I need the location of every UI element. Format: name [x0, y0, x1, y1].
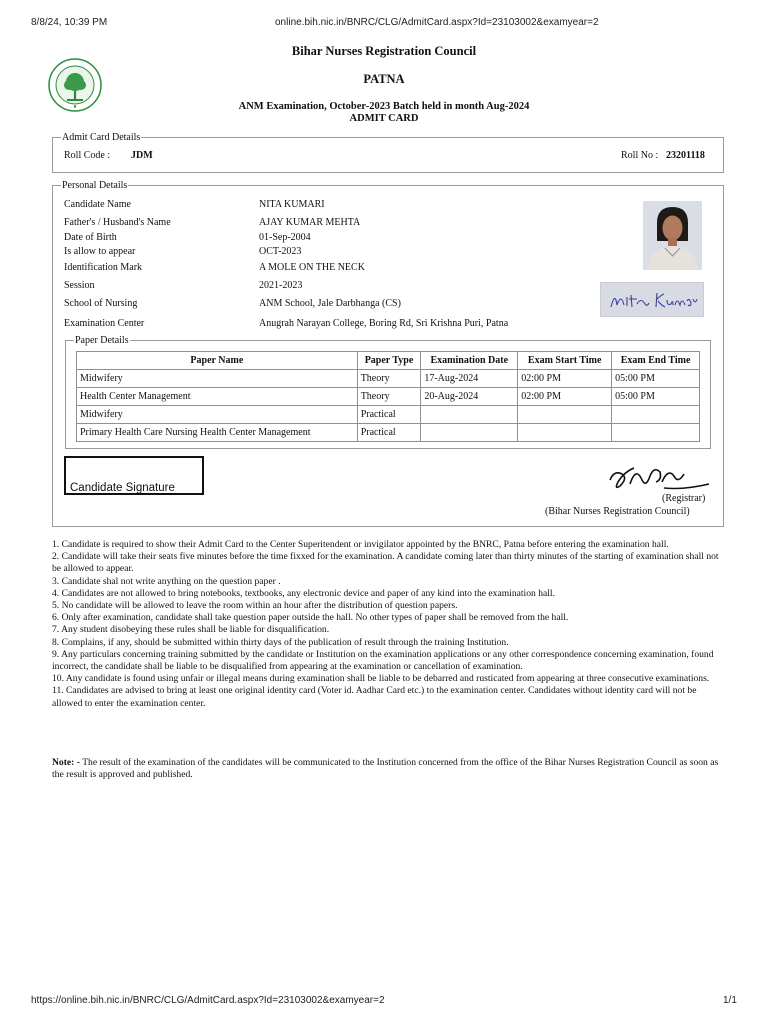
city-name: PATNA [363, 72, 405, 86]
instruction-item: 10. Any candidate is found using unfair or illegal means during examination shall be liable to be debarred and rusticated from appearing at three consecutive examinations. [52, 673, 710, 685]
instruction-item: 9. Any particulars concerning training submitted by the candidate or Institution on the examination applications or any other correspondence concerning examination, found incorrect, the candidate shall be liable to be disqualified from appearing at the examination or cancellation of examination. [52, 648, 714, 673]
print-url: online.bih.nic.in/BNRC/CLG/AdmitCard.aspx?Id=23103002&examyear=2 [275, 17, 599, 28]
cell-start-time [518, 406, 612, 424]
admit-card-title: ADMIT CARD [349, 113, 419, 124]
candidate-photo [643, 201, 702, 270]
instruction-item: 7. Any student disobeying these rules shall be liable for disqualification. [52, 624, 330, 636]
council-name: Bihar Nurses Registration Council [291, 44, 477, 58]
note-text: The result of the examination of the candidates will be communicated to the Institution concerned from the office of the Bihar Nurses Registration Council as soon as the result is approved and published. [52, 757, 719, 781]
table-row [77, 406, 700, 424]
col-paper-name: Paper Name [77, 352, 358, 370]
cell-end-time: 05:00 PM [612, 388, 700, 406]
instruction-item: 3. Candidate shal not write anything on the question paper . [52, 575, 281, 587]
cell-start-time [518, 424, 612, 442]
cell-paper-type: Practical [357, 406, 421, 424]
cell-start-time: 02:00 PM [518, 370, 612, 388]
label-identification-mark: Identification Mark [64, 262, 143, 273]
col-exam-date: Examination Date [421, 352, 518, 370]
value-candidate-name: NITA KUMARI [259, 199, 325, 210]
roll-no-value: 23201118 [666, 150, 705, 161]
table-row [77, 370, 700, 388]
label-school: School of Nursing [64, 298, 138, 309]
label-allow-appear: Is allow to appear [64, 246, 136, 257]
candidate-signature-image [600, 282, 704, 317]
admit-card-details-legend: Admit Card Details [62, 132, 141, 143]
instruction-item: 4. Candidates are not allowed to bring notebooks, textbooks, any electronic device and paper of any kind into the examination hall. [52, 587, 555, 599]
cell-exam-date: 17-Aug-2024 [421, 370, 518, 388]
cell-end-time: 05:00 PM [612, 370, 700, 388]
table-row [77, 424, 700, 442]
personal-details-legend: Personal Details [62, 180, 128, 191]
exam-line: ANM Examination, October-2023 Batch held in month Aug-2024 [238, 101, 530, 112]
label-candidate-name: Candidate Name [64, 199, 131, 210]
value-school: ANM School, Jale Darbhanga (CS) [259, 298, 401, 309]
roll-code-label: Roll Code : [64, 150, 111, 161]
value-allow-appear: OCT-2023 [259, 246, 302, 257]
note [52, 757, 722, 781]
cell-end-time [612, 424, 700, 442]
instruction-item: 11. Candidates are advised to bring at least one original identity card (Voter id. Aadhar Card etc.) to the examination center. Candidates without identity card will not be allowed to enter the examination center. [52, 685, 697, 709]
cell-end-time [612, 406, 700, 424]
cell-paper-name: Midwifery [77, 406, 358, 424]
instruction-item: 5. No candidate will be allowed to leave the room within an hour after the distribution of question papers. [52, 600, 458, 612]
paper-table-header [77, 352, 700, 370]
registrar-title: (Registrar) [662, 493, 706, 504]
value-session: 2021-2023 [259, 280, 303, 291]
cell-paper-name: Health Center Management [77, 388, 358, 406]
value-identification-mark: A MOLE ON THE NECK [259, 262, 365, 273]
cell-start-time: 02:00 PM [518, 388, 612, 406]
instruction-item: 6. Only after examination, candidate shall take question paper outside the hall. No other types of paper shall be removed from the hall. [52, 612, 569, 624]
instruction-item: 1. Candidate is required to show their Admit Card to the Center Superitendent or invigilator appointed by the BNRC, Patna before entering the examination hall. [52, 539, 669, 550]
table-row [77, 388, 700, 406]
col-end-time: Exam End Time [612, 352, 700, 370]
note-label: Note: - [52, 757, 80, 768]
label-exam-center: Examination Center [64, 318, 145, 329]
registrar-signature [604, 458, 714, 494]
value-exam-center: Anugrah Narayan College, Boring Rd, Sri Krishna Puri, Patna [259, 318, 509, 329]
instruction-item: 2. Candidate will take their seats five minutes before the time fixxed for the examination. A candidate coming later than thirty minutes of the starting of examination shall not be allowed to appear. [52, 551, 719, 575]
col-start-time: Exam Start Time [518, 352, 612, 370]
cell-paper-type: Practical [357, 424, 421, 442]
label-father-name: Father's / Husband's Name [64, 217, 171, 228]
cell-exam-date: 20-Aug-2024 [421, 388, 518, 406]
paper-table [76, 351, 700, 442]
value-father-name: AJAY KUMAR MEHTA [259, 217, 361, 228]
cell-paper-name: Primary Health Care Nursing Health Center Management [77, 424, 358, 442]
cell-exam-date [421, 406, 518, 424]
instructions-list [52, 539, 722, 710]
paper-details-legend: Paper Details [75, 335, 129, 346]
print-datetime: 8/8/24, 10:39 PM [31, 17, 108, 28]
print-footer-url: https://online.bih.nic.in/BNRC/CLG/AdmitCard.aspx?Id=23103002&examyear=2 [31, 995, 385, 1006]
cell-paper-name: Midwifery [77, 370, 358, 388]
col-paper-type: Paper Type [357, 352, 421, 370]
cell-paper-type: Theory [357, 388, 421, 406]
cell-paper-type: Theory [357, 370, 421, 388]
print-page-number: 1/1 [723, 995, 737, 1006]
instruction-item: 8. Complains, if any, should be submitted within thirty days of the publication of result through the training Institution. [52, 636, 509, 648]
candidate-signature-box [64, 456, 204, 495]
label-session: Session [64, 280, 95, 291]
label-dob: Date of Birth [64, 232, 117, 243]
value-dob: 01-Sep-2004 [259, 232, 311, 243]
candidate-signature-label: Candidate Signature [70, 482, 175, 494]
cell-exam-date [421, 424, 518, 442]
roll-no-label: Roll No : [621, 150, 659, 161]
roll-code-value: JDM [131, 150, 153, 161]
registrar-org: (Bihar Nurses Registration Council) [545, 506, 690, 517]
